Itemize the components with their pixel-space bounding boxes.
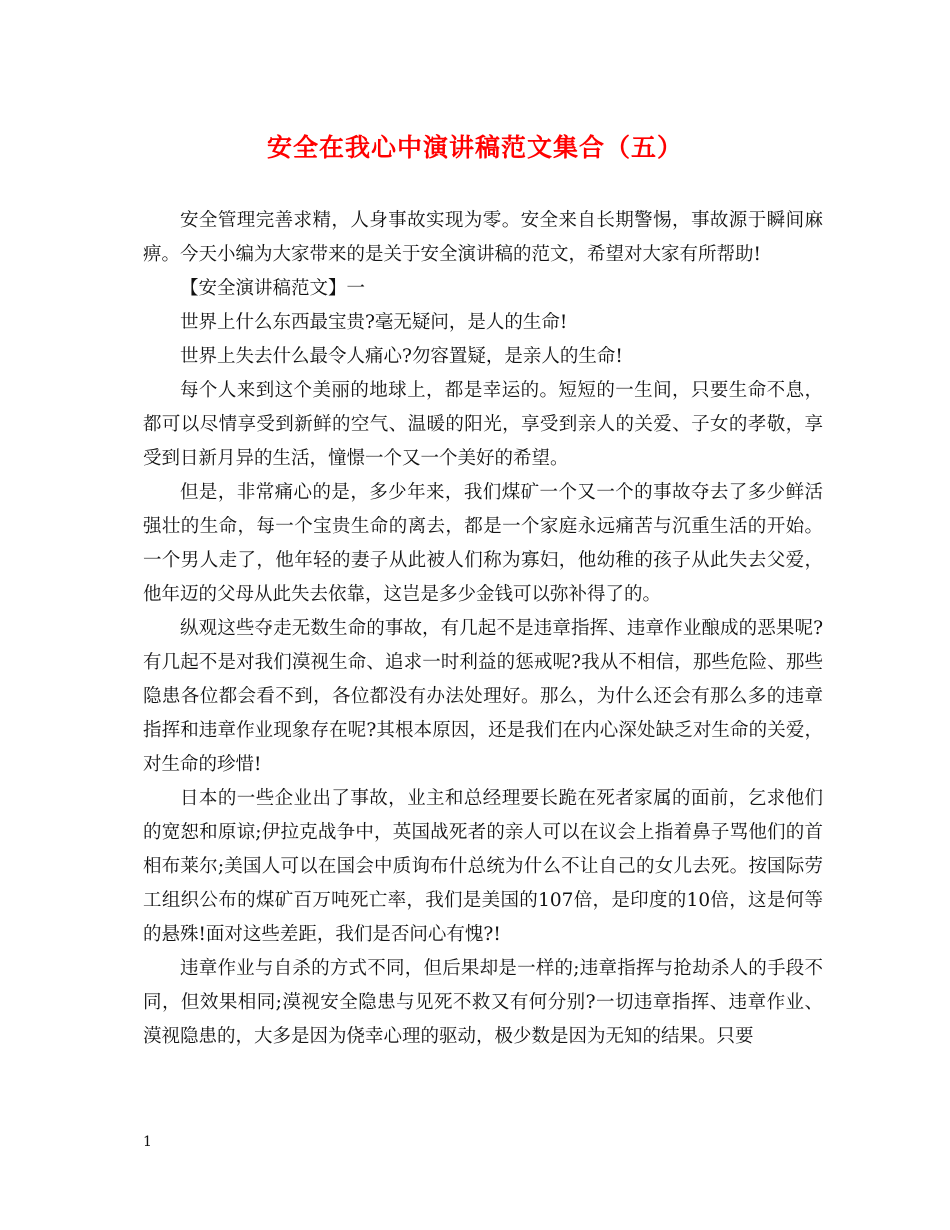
paragraph-8: 日本的一些企业出了事故，业主和总经理要长跪在死者家属的面前，乞求他们的宽恕和原谅;伊拉克战争中，英国战死者的亲人可以在议会上指着鼻子骂他们的首相布莱尔;美国人可以在国会中质询布什总统为什么不让自己的女儿去死。按国际劳工组织公布的煤矿百万吨死亡率，我们是美国的107倍，是印度的10倍，这是何等的悬殊!面对这些差距，我们是否问心有愧?! [143, 788, 823, 945]
page-number: 1 [143, 1134, 152, 1150]
paragraph-1: 安全管理完善求精，人身事故实现为零。安全来自长期警惕，事故源于瞬间麻痹。今天小编为大家带来的是关于安全演讲稿的范文，希望对大家有所帮助! [143, 210, 823, 265]
document-body [143, 204, 823, 1054]
paragraph-6: 但是，非常痛心的是，多少年来，我们煤矿一个又一个的事故夺去了多少鲜活强壮的生命，每一个宝贵生命的离去，都是一个家庭永远痛苦与沉重生活的开始。一个男人走了，他年轻的妻子从此被人们称为寡妇，他幼稚的孩子从此失去父爱，他年迈的父母从此失去依靠，这岂是多少金钱可以弥补得了的。 [143, 482, 823, 605]
paragraph-4: 世界上失去什么最令人痛心?勿容置疑，是亲人的生命! [180, 346, 623, 367]
document-title: 安全在我心中演讲稿范文集合（五） [266, 133, 683, 162]
paragraph-2: 【安全演讲稿范文】一 [180, 278, 366, 299]
paragraph-9: 违章作业与自杀的方式不同，但后果却是一样的;违章指挥与抢劫杀人的手段不同，但效果相同;漠视安全隐患与见死不救又有何分别?一切违章指挥、违章作业、漠视隐患的，大多是因为侥幸心理的驱动，极少数是因为无知的结果。只要 [143, 958, 823, 1047]
paragraph-7: 纵观这些夺走无数生命的事故，有几起不是违章指挥、违章作业酿成的恶果呢?有几起不是对我们漠视生命、追求一时利益的惩戒呢?我从不相信，那些危险、那些隐患各位都会看不到，各位都没有办法处理好。那么，为什么还会有那么多的违章指挥和违章作业现象存在呢?其根本原因，还是我们在内心深处缺乏对生命的关爱，对生命的珍惜! [143, 618, 823, 775]
paragraph-5: 每个人来到这个美丽的地球上，都是幸运的。短短的一生间，只要生命不息，都可以尽情享受到新鲜的空气、温暖的阳光，享受到亲人的关爱、子女的孝敬，享受到日新月异的生活，憧憬一个又一个美好的希望。 [143, 380, 823, 469]
paragraph-3: 世界上什么东西最宝贵?毫无疑问，是人的生命! [180, 312, 568, 333]
